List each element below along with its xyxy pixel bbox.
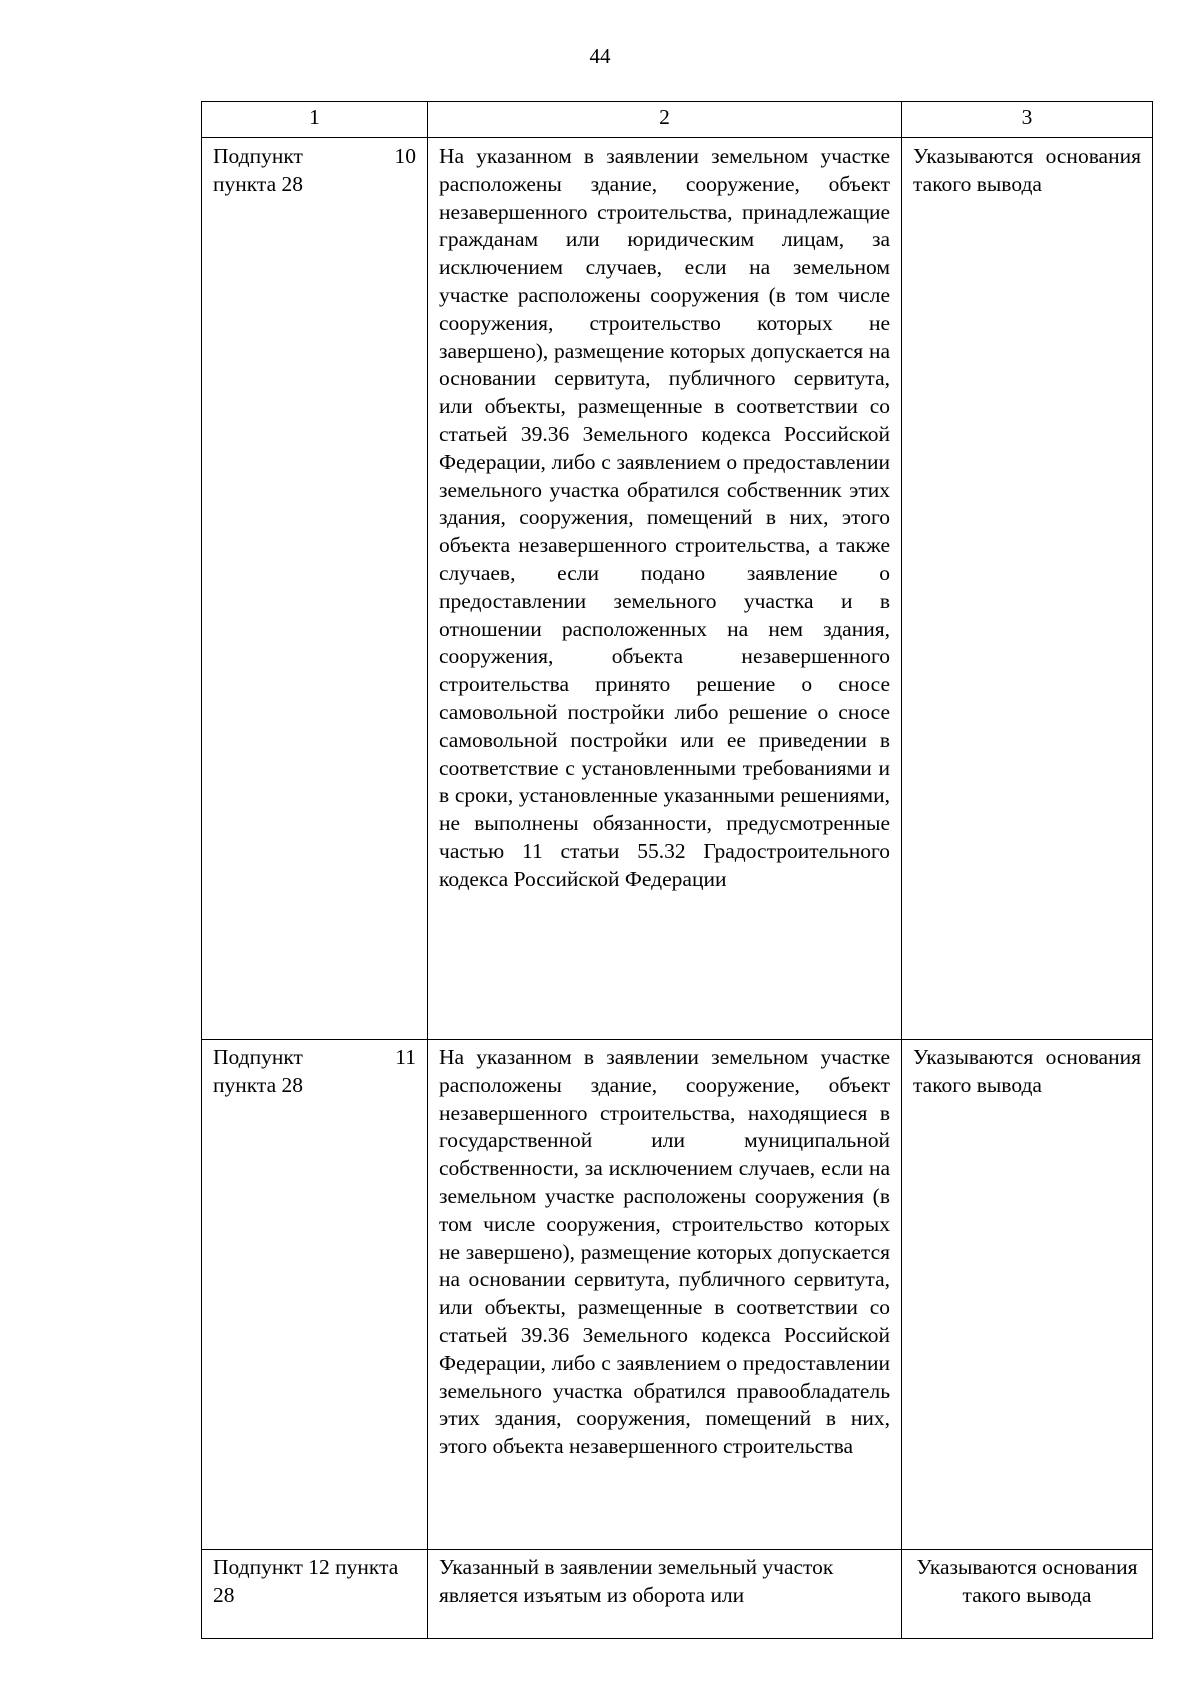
explanation-cell: Указываются основания такого вывода xyxy=(902,138,1153,1040)
table-row xyxy=(202,138,1153,1040)
page-number: 44 xyxy=(589,44,611,68)
document-table xyxy=(201,101,1153,1639)
table-row xyxy=(202,1040,1153,1550)
subpoint-point: пункта 28 xyxy=(213,1072,303,1097)
table-row xyxy=(202,1550,1153,1639)
subpoint-cell: Подпункт 12 пункта 28 xyxy=(202,1550,428,1639)
ground-description-cell: На указанном в заявлении земельном участке расположены здание, сооружение, объект незавершенного строительства, находящиеся в государственной или муниципальной собственности, за исключением случаев, если на земельном участке расположены сооружения (в том числе сооружения, строительство которых не завершено), размещение которых допускается на основании сервитута, публичного сервитута, или объекты, размещенные в соответствии со статьей 39.36 Земельного кодекса Российской Федерации, либо с заявлением о предоставлении земельного участка обратился правообладатель этих здания, сооружения, помещений в них, этого объекта незавершенного строительства xyxy=(428,1040,902,1550)
subpoint-number: 11 xyxy=(395,1045,416,1069)
column-header-3: 3 xyxy=(902,102,1153,138)
ground-description-cell: На указанном в заявлении земельном участке расположены здание, сооружение, объект незавершенного строительства, принадлежащие гражданам или юридическим лицам, за исключением случаев, если на земельном участке расположены сооружения (в том числе сооружения, строительство которых не завершено), размещение которых допускается на основании сервитута, публичного сервитута, или объекты, размещенные в соответствии со статьей 39.36 Земельного кодекса Российской Федерации, либо с заявлением о предоставлении земельного участка обратился собственник этих здания, сооружения, помещений в них, этого объекта незавершенного строительства, а также случаев, если подано заявление о предоставлении земельного участка и в отношении расположенных на нем здания, сооружения, объекта незавершенного строительства принято решение о сносе самовольной постройки либо решение о сносе самовольной постройки или ее приведении в соответствие с установленными требованиями и в сроки, установленные указанными решениями, не выполнены обязанности, предусмотренные частью 11 статьи 55.32 Градостроительного кодекса Российской Федерации xyxy=(428,138,902,1040)
ground-description-cell: Указанный в заявлении земельный участок является изъятым из оборота или xyxy=(428,1550,902,1639)
subpoint-line xyxy=(213,143,416,171)
explanation-cell: Указываются основания такого вывода xyxy=(902,1040,1153,1550)
column-header-2: 2 xyxy=(428,102,902,138)
subpoint-word: Подпункт xyxy=(213,144,303,168)
subpoint-cell xyxy=(202,138,428,1040)
subpoint-number: 10 xyxy=(394,144,416,168)
subpoint-point: пункта 28 xyxy=(213,171,303,196)
subpoint-word: Подпункт xyxy=(213,1045,303,1069)
explanation-cell: Указываются основания такого вывода xyxy=(902,1550,1153,1639)
table-header-row xyxy=(202,102,1153,138)
column-header-1: 1 xyxy=(202,102,428,138)
subpoint-line xyxy=(213,1044,416,1072)
subpoint-cell xyxy=(202,1040,428,1550)
